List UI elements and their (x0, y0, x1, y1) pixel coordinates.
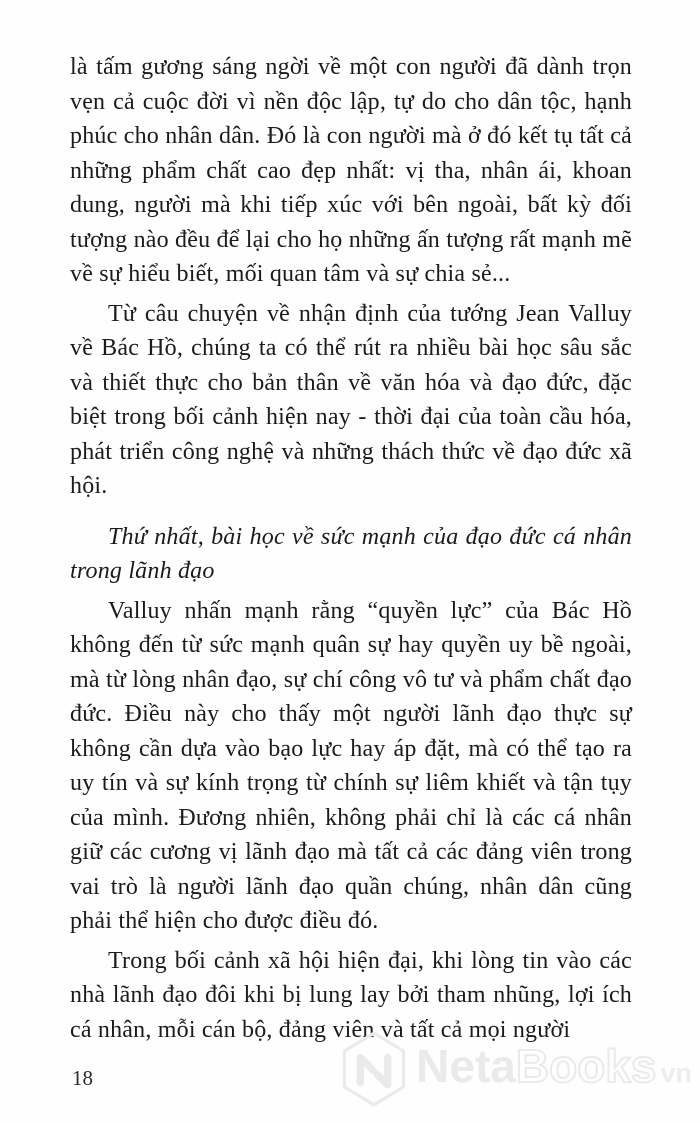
watermark-tld: vn (660, 1057, 692, 1088)
page-number: 18 (72, 1066, 93, 1090)
paragraph: Từ câu chuyện về nhận định của tướng Jean Valluy về Bác Hồ, chúng ta có thể rút ra nhiều bài học sâu sắc và thiết thực cho bản thân về văn hóa và đạo đức, đặc biệt trong bối cảnh hiện nay - thời đại của toàn cầu hóa, phát triển công nghệ và những thách thức về đạo đức xã hội. (70, 300, 632, 499)
watermark-brand-primary: Neta (416, 1039, 516, 1092)
section-heading: Thứ nhất, bài học về sức mạnh của đạo đức cá nhân trong lãnh đạo (70, 523, 632, 584)
paragraph: Valluy nhấn mạnh rằng “quyền lực” của Bác Hồ không đến từ sức mạnh quân sự hay quyền uy bề ngoài, mà từ lòng nhân đạo, sự chí công vô tư và phẩm chất đạo đức. Điều này cho thấy một người lãnh đạo thực sự không cần dựa vào bạo lực hay áp đặt, mà có thể tạo ra uy tín và sự kính trọng từ chính sự liêm khiết và tận tụy của mình. Đương nhiên, không phải chỉ là các cá nhân giữ các cương vị lãnh đạo mà tất cả các đảng viên trong vai trò là người lãnh đạo quần chúng, nhân dân cũng phải thể hiện cho được điều đó. (70, 597, 632, 934)
paragraph: Trong bối cảnh xã hội hiện đại, khi lòng tin vào các nhà lãnh đạo đôi khi bị lung lay bởi tham nhũng, lợi ích cá nhân, mỗi cán bộ, đảng viên và tất cả mọi người (70, 947, 632, 1043)
watermark-brand-secondary: Books (515, 1039, 657, 1092)
paragraph: là tấm gương sáng ngời về một con người đã dành trọn vẹn cả cuộc đời vì nền độc lập, tự do cho dân tộc, hạnh phúc cho nhân dân. Đó là con người mà ở đó kết tụ tất cả những phẩm chất cao đẹp nhất: vị tha, nhân ái, khoan dung, người mà khi tiếp xúc với bên ngoài, bất kỳ đối tượng nào đều để lại cho họ những ấn tượng rất mạnh mẽ về sự hiểu biết, mối quan tâm và sự chia sẻ... (70, 54, 632, 287)
page-body (70, 50, 632, 1052)
